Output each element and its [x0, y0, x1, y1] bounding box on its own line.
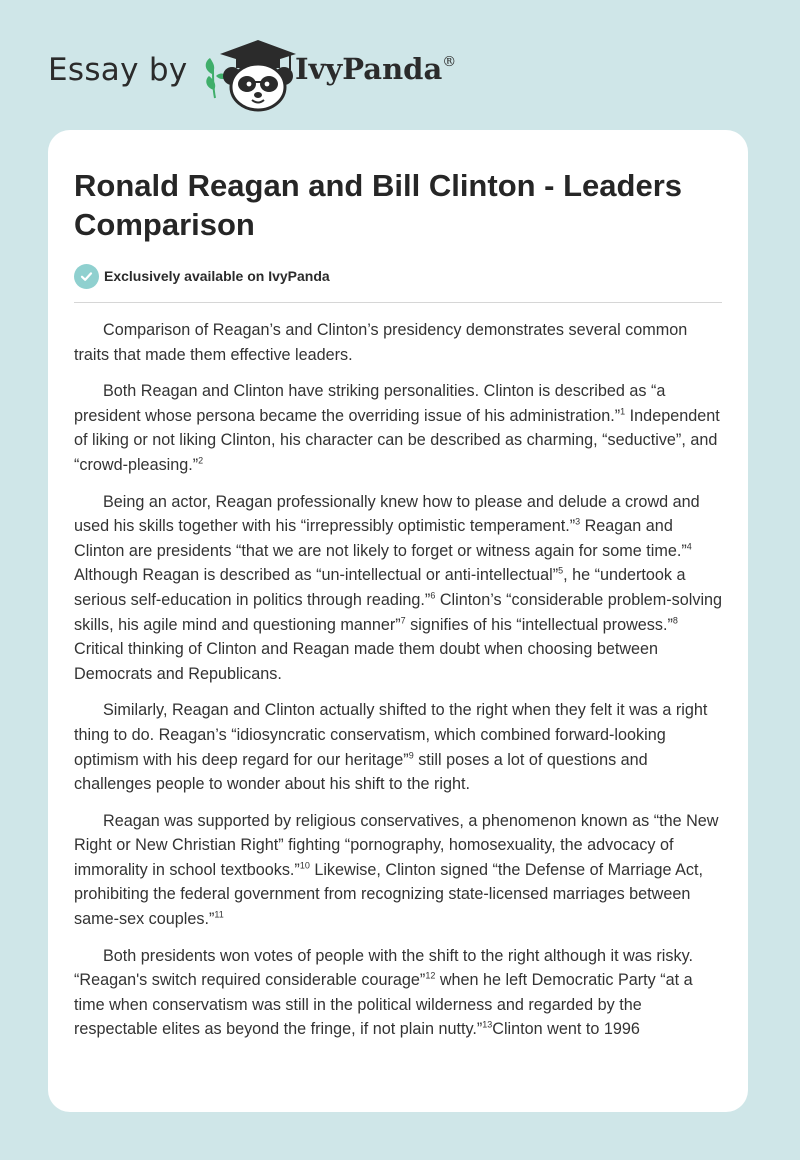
paragraph-text: still poses a lot of questions and challenges people to wonder about his shift to the right.	[74, 750, 648, 794]
footnote-ref[interactable]: 3	[575, 516, 581, 527]
essay-card	[48, 130, 748, 1112]
footnote-ref[interactable]: 6	[430, 590, 436, 601]
footnote-ref[interactable]: 1	[620, 406, 626, 417]
exclusive-badge	[74, 263, 330, 289]
paragraph-text: , he “undertook a serious self-education in politics through reading.”	[74, 566, 686, 609]
paragraph-text: when he left Democratic Party “at a time when conservatism was still in the political wilderness and regarded by the respectable elites as beyond the fringe, if not plain nutty.”	[74, 971, 693, 1039]
site-header	[0, 0, 800, 130]
paragraph-text: Comparison of Reagan’s and Clinton’s presidency demonstrates several common traits that made them effective leaders.	[74, 321, 688, 364]
footnote-ref[interactable]: 11	[214, 909, 224, 920]
essay-title: Ronald Reagan and Bill Clinton - Leaders Comparison	[74, 168, 683, 242]
paragraph-text: Reagan and Clinton are presidents “that we are not likely to forget or witness again for some time.”	[74, 517, 687, 560]
essay-by-label: Essay by	[48, 52, 188, 88]
footnote-ref[interactable]: 10	[299, 860, 310, 871]
footnote-ref[interactable]: 12	[425, 970, 436, 981]
paragraph-text: Reagan was supported by religious conservatives, a phenomenon known as “the New Right or New Christian Right” fighting “pornography, homosexuality, the advocacy of immorality in school textbooks.”	[74, 811, 719, 879]
essay-paragraph	[74, 944, 724, 1042]
essay-paragraph	[74, 490, 724, 687]
footnote-ref[interactable]: 8	[672, 615, 678, 626]
essay-body	[74, 318, 724, 1054]
paragraph-text: Critical thinking of Clinton and Reagan made them doubt when choosing between Democrats and Republicans.	[74, 640, 659, 683]
paragraph-text: Both presidents won votes of people with the shift to the right although it was risky. “Reagan's switch required considerable courage”	[74, 946, 693, 990]
footnote-ref[interactable]: 2	[198, 455, 204, 466]
essay-paragraph	[74, 698, 724, 796]
paragraph-text: Likewise, Clinton signed “the Defense of Marriage Act, prohibiting the federal government from recognizing state-licensed marriages between same-sex couples.”	[74, 860, 704, 929]
panda-graduate-icon[interactable]	[200, 32, 300, 112]
paragraph-text: Similarly, Reagan and Clinton actually shifted to the right when they felt it was a right thing to do. Reagan’s “idiosyncratic conservatism, which combined forward-looking optimism with his deep regard for our heritage”	[74, 701, 708, 769]
footnote-ref[interactable]: 4	[686, 541, 692, 552]
footnote-ref[interactable]: 7	[400, 615, 406, 626]
footnote-ref[interactable]: 9	[408, 750, 414, 761]
registered-mark: ®	[442, 54, 457, 70]
paragraph-text: signifies of his “intellectual prowess.”	[405, 615, 673, 634]
essay-paragraph	[74, 809, 724, 932]
paragraph-text: Being an actor, Reagan professionally knew how to please and delude a crowd and used his skills together with his “irrepressibly optimistic temperament.”	[74, 492, 700, 536]
brand-name: IvyPanda	[295, 52, 443, 86]
paragraph-text: Clinton went to 1996	[492, 1020, 640, 1039]
essay-paragraph	[74, 379, 724, 477]
footnote-ref[interactable]: 13	[482, 1020, 493, 1031]
ivypanda-logo-text[interactable]	[295, 52, 456, 86]
paragraph-text: Clinton’s “considerable problem-solving skills, his agile mind and questioning manner”	[74, 590, 723, 634]
essay-paragraph	[74, 318, 724, 367]
check-icon	[74, 264, 99, 289]
footnote-ref[interactable]: 5	[558, 565, 564, 576]
title-divider	[74, 302, 722, 303]
paragraph-text: Although Reagan is described as “un-intellectual or anti-intellectual”	[74, 566, 559, 585]
paragraph-text: Both Reagan and Clinton have striking personalities. Clinton is described as “a president whose persona became the overriding issue of his administration.”	[74, 382, 666, 425]
paragraph-text: Independent of liking or not liking Clinton, his character can be described as charming, “seductive”, and “crowd-pleasing.”	[74, 406, 720, 474]
exclusive-badge-label: Exclusively available on IvyPanda	[104, 268, 330, 284]
